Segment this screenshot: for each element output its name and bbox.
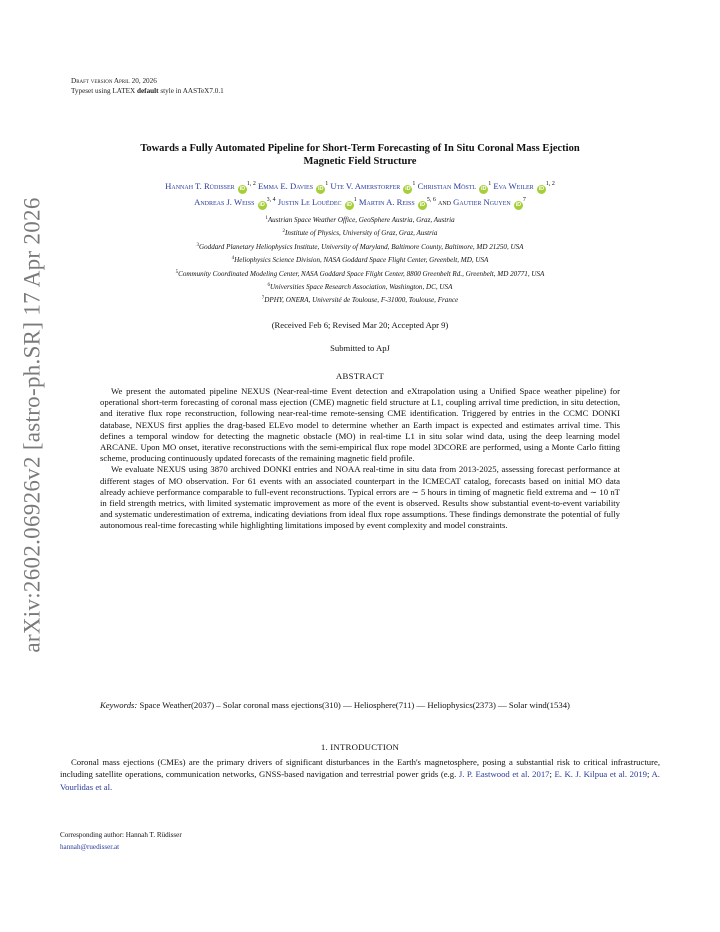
typeset-default: default [136,87,159,95]
affiliation-number: 5 [175,269,179,275]
affiliation-number: 4 [231,256,235,262]
author[interactable] [418,181,492,191]
affiliation-text: Goddard Planetary Heliophysics Institute, University of Maryland, Baltimore County, Baltimore, MD 21250, USA [199,242,524,251]
author-name[interactable]: Christian Möstl [417,181,477,191]
author-affiliation-marker: 7 [522,197,526,203]
author[interactable] [359,197,436,207]
intro-paragraph: Coronal mass ejections (CMEs) are the primary drivers of significant disturbances in the Earth's magnetosphere, posing a substantial risk to critical infrastructure, including satellite operations, communication networks, GNSS-based navigation and terrestrial power grids (e.g. J. P. Eastwood et al. 2017; E. K. J. Kilpua et al. 2019; A. Vourlidas et al. [60,757,660,792]
corresponding-author-footnote [60,829,182,853]
orcid-icon[interactable]: iD [317,186,324,192]
orcid-icon[interactable]: iD [515,202,522,208]
abstract-heading: ABSTRACT [335,371,385,381]
corresponding-author: Corresponding author: Hannah T. Rüdisser [60,831,182,839]
affiliation [60,253,660,266]
paper-title-line-1: Towards a Fully Automated Pipeline for Short-Term Forecasting of In Situ Coronal Mass Ejection [140,143,580,154]
typeset-suffix: style in AASTeX7.0.1 [158,87,224,95]
author-name[interactable]: Justin Le Louëdec [277,197,342,207]
author[interactable] [278,197,357,207]
affiliation-text: Universities Space Research Association, Washington, DC, USA [270,283,453,292]
abstract-paragraph-2: We evaluate NEXUS using 3870 archived DONKI entries and NOAA real-time in situ data from 2013-2025, assessing forecast performance at different stages of MO observation. For 61 events with an associated counterpart in the ICMECAT catalog, forecasts based on initial MO data already achieve performance comparable to full-event reconstructions. Typical errors are ∼ 5 hours in timing of magnetic field extrema and ∼ 10 nT in field strength metrics, with limited systematic improvement as more of the event is observed. Results show substantial event-to-event variability and systematic underestimation of extrema, indicating deviations from ideal flux rope assumptions. These findings demonstrate the potential of fully autonomous real-time forecasting while highlighting limitations imposed by event complexity and model constraints. [100,464,620,531]
orcid-icon[interactable]: iD [481,186,487,192]
latex-logo: LATEX [112,87,136,95]
section-heading: 1. INTRODUCTION [320,742,400,752]
arxiv-identifier-text: arXiv:2602.06926v2 [astro-ph.SR] 17 Apr 2026 [20,197,45,653]
author-name[interactable]: Eva Weiler [493,181,534,191]
abstract-body [100,386,620,532]
author[interactable] [330,181,415,191]
author-affiliation-marker: 1 [325,181,329,187]
affiliation-text: Heliophysics Science Division, NASA Goddard Space Flight Center, Greenbelt, MD, USA [234,256,489,265]
orcid-icon[interactable]: iD [239,186,246,192]
author-name[interactable]: Emma E. Davies [258,181,314,191]
introduction-body [60,756,660,793]
citation-link[interactable]: J. P. Eastwood et al. 2017 [458,769,550,780]
affiliation-number: 7 [261,296,265,302]
orcid-icon[interactable]: iD [346,202,352,208]
author-line-1 [60,178,660,194]
affiliation-text: DPHY, ONERA, Université de Toulouse, F-31000, Toulouse, France [264,296,459,305]
orcid-icon[interactable]: iD [405,186,411,192]
author-line-2 [60,194,660,210]
keywords-text: Space Weather(2037) – Solar coronal mass ejections(310) — Heliosphere(711) — Heliophysics(2373) — Solar wind(1534) [139,700,570,710]
header-meta [71,76,224,96]
affiliation-number: 2 [282,229,286,235]
typeset-line [71,86,224,96]
author-name[interactable]: Andreas J. Weiss [194,197,255,207]
affiliation [60,213,660,226]
affiliation-number: 1 [265,216,268,221]
citation-link[interactable]: E. K. J. Kilpua et al. 2019 [554,769,648,780]
keywords [100,699,620,711]
affiliation-text: Institute of Physics, University of Graz, Graz, Austria [285,229,438,238]
author-affiliation-marker: 1, 2 [545,181,555,187]
affiliation [60,226,660,239]
author-affiliation-marker: 1 [488,181,492,187]
abstract-paragraph-1: We present the automated pipeline NEXUS (Near-real-time Event detection and eXtrapolation using a Unified Space weather pipeline) for operational short-term forecasting of coronal mass ejection (CME) magnetic field structure at L1, coupling arrival time prediction, in situ detection, and iterative flux rope reconstruction, following near-real-time remote-sensing CME identification. Triggered by entries in the CCMC DONKI database, NEXUS first applies the drag-based ELEvo model to determine whether an Earth impact is expected and estimates arrival time. This defines a temporal window for detecting the magnetic obstacle (MO) in real-time L1 in situ solar wind data, using the deep learning model ARCANE. Upon MO onset, iterative reconstructions with the semi-empirical flux rope model 3DCORE are performed, using a Monte Carlo fitting scheme, producing continuously updated forecasts of the remaining magnetic field profile. [100,386,620,464]
draft-version: Draft version April 20, 2026 [71,77,157,85]
intro-text: Coronal mass ejections (CMEs) are the primary drivers of significant disturbances in the Earth's magnetosphere, posing a substantial risk to critical infrastructure, including satellite operations, communication networks, GNSS-based navigation and terrestrial power grids (e.g. [60,757,660,780]
author[interactable] [258,181,328,191]
orcid-icon[interactable]: iD [538,186,545,192]
affiliation [60,240,660,253]
affiliation-number: 3 [196,242,199,248]
affiliation-number: 6 [267,283,271,289]
orcid-icon[interactable]: iD [259,202,265,208]
author-affiliation-marker: 3, 4 [266,197,276,203]
arxiv-identifier [6,197,60,653]
orcid-icon[interactable]: iD [419,202,426,208]
affiliation [60,267,660,280]
citation-link[interactable]: A. Vourlidas et al. [60,769,660,792]
author-name[interactable]: Hannah T. Rüdisser [165,181,235,191]
author[interactable] [453,197,526,207]
author-affiliation-marker: 1 [412,181,416,187]
author-name[interactable]: Martin A. Reiss [358,197,415,207]
author-affiliation-marker: 1 [353,197,357,203]
authors-and: and [438,197,452,207]
paper-title [60,142,660,168]
author-name[interactable]: Gautier Nguyen [453,197,511,207]
received-dates: (Received Feb 6; Revised Mar 20; Accepted Apr 9) [271,320,449,330]
keywords-label: Keywords: [100,700,138,710]
author[interactable] [493,181,554,191]
author[interactable] [194,197,275,207]
author-affiliation-marker: 1, 2 [246,181,256,187]
corresponding-author-email[interactable]: hannah@ruedisser.at [60,843,120,851]
affiliation-text: Community Coordinated Modeling Center, NASA Goddard Space Flight Center, 8800 Greenbelt Rd., Greenbelt, MD 20771, USA [178,269,545,278]
affiliation-list [60,213,660,307]
author[interactable] [165,181,256,191]
affiliation [60,280,660,293]
author-list [60,178,660,210]
submitted-to: Submitted to ApJ [330,343,390,353]
author-affiliation-marker: 5, 6 [426,197,436,203]
paper-title-line-2: Magnetic Field Structure [303,156,417,167]
typeset-prefix: Typeset using [71,87,113,95]
affiliation [60,293,660,306]
author-name[interactable]: Ute V. Amerstorfer [330,181,401,191]
affiliation-text: Austrian Space Weather Office, GeoSphere Austria, Graz, Austria [267,216,455,224]
